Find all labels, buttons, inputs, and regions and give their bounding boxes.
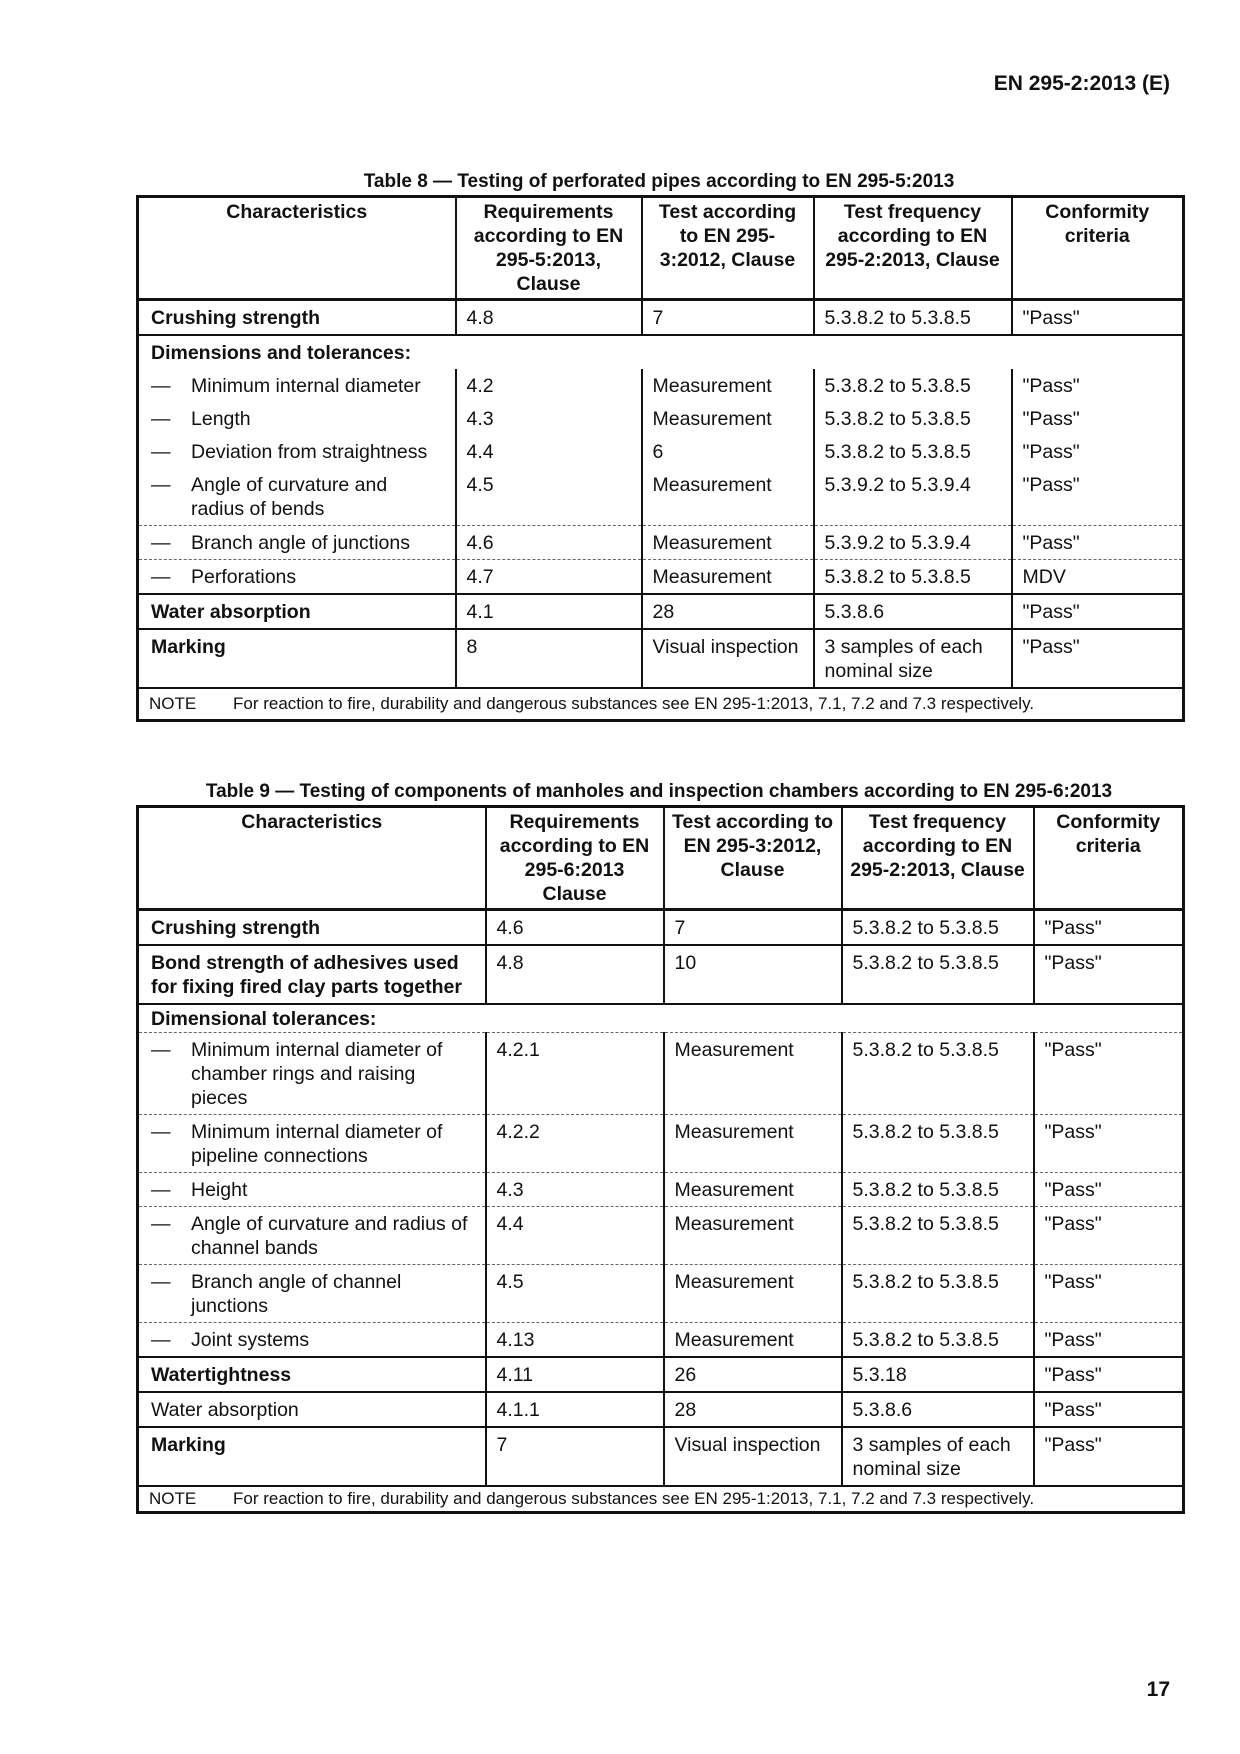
- table-row: [138, 1392, 1184, 1427]
- row-frequency: 5.3.8.2 to 5.3.8.5: [814, 300, 1012, 336]
- table-row: [138, 1357, 1184, 1392]
- row-criteria: "Pass": [1012, 594, 1184, 629]
- row-test: Measurement: [664, 1033, 842, 1115]
- row-frequency: 5.3.8.2 to 5.3.8.5: [842, 1265, 1034, 1323]
- row-requirement: 4.1: [456, 594, 642, 629]
- row-criteria: MDV: [1012, 560, 1184, 595]
- row-requirement: 4.7: [456, 560, 642, 595]
- row-criteria: "Pass": [1012, 402, 1184, 435]
- row-requirement: 4.11: [486, 1357, 664, 1392]
- table9-note-row: [138, 1486, 1184, 1513]
- row-frequency: 5.3.8.2 to 5.3.8.5: [842, 1173, 1034, 1207]
- row-criteria: "Pass": [1034, 1173, 1184, 1207]
- row-test: Measurement: [642, 526, 814, 560]
- table9: [136, 805, 1185, 1514]
- table-row: [138, 945, 1184, 1004]
- table-row: [138, 560, 1184, 595]
- dash-marker: —: [151, 1329, 171, 1351]
- row-test: Measurement: [642, 560, 814, 595]
- row-requirement: 7: [486, 1427, 664, 1486]
- row-criteria: "Pass": [1034, 1115, 1184, 1173]
- dash-marker: —: [151, 566, 171, 588]
- row-requirement: 4.3: [456, 402, 642, 435]
- row-characteristic: Branch angle of junctions: [191, 532, 410, 554]
- table9-header-frequency: Test frequency according to EN 295-2:2013, Clause: [842, 807, 1034, 910]
- dash-marker: —: [151, 1213, 171, 1235]
- table8-header-criteria: Conformity criteria: [1012, 197, 1184, 300]
- row-criteria: "Pass": [1012, 369, 1184, 402]
- row-characteristic: Marking: [138, 629, 456, 688]
- table9-header-requirements: Requirements according to EN 295-6:2013 Clause: [486, 807, 664, 910]
- row-frequency: 5.3.8.2 to 5.3.8.5: [842, 1033, 1034, 1115]
- row-requirement: 4.4: [456, 435, 642, 468]
- table9-header-criteria: Conformity criteria: [1034, 807, 1184, 910]
- row-test: 26: [664, 1357, 842, 1392]
- table-row: [138, 1207, 1184, 1265]
- row-requirement: 4.6: [456, 526, 642, 560]
- row-test: 7: [642, 300, 814, 336]
- table-row: [138, 1323, 1184, 1358]
- table-group-row: [138, 335, 1184, 369]
- dash-marker: —: [151, 441, 171, 463]
- row-characteristic: Angle of curvature and radius of channel bands: [191, 1213, 468, 1259]
- dash-marker: —: [151, 1179, 171, 1201]
- row-frequency: 5.3.8.6: [842, 1392, 1034, 1427]
- row-test: 10: [664, 945, 842, 1004]
- table-row: [138, 1173, 1184, 1207]
- row-characteristic: Watertightness: [138, 1357, 486, 1392]
- group-heading: Dimensions and tolerances:: [138, 335, 1184, 369]
- table9-header-row: [138, 807, 1184, 910]
- row-frequency: 5.3.8.2 to 5.3.8.5: [842, 910, 1034, 946]
- row-characteristic: Crushing strength: [138, 300, 456, 336]
- row-test: Measurement: [664, 1173, 842, 1207]
- table8-header-requirements: Requirements according to EN 295-5:2013, Clause: [456, 197, 642, 300]
- table8-header-characteristics: Characteristics: [138, 197, 456, 300]
- row-frequency: 5.3.8.2 to 5.3.8.5: [842, 945, 1034, 1004]
- row-test: Visual inspection: [664, 1427, 842, 1486]
- table8-header-frequency: Test frequency according to EN 295-2:2013, Clause: [814, 197, 1012, 300]
- row-test: Visual inspection: [642, 629, 814, 688]
- row-criteria: "Pass": [1034, 1392, 1184, 1427]
- row-characteristic: Marking: [138, 1427, 486, 1486]
- row-characteristic: Water absorption: [138, 1392, 486, 1427]
- row-requirement: 4.5: [486, 1265, 664, 1323]
- row-characteristic: Minimum internal diameter: [191, 375, 421, 397]
- row-requirement: 4.8: [486, 945, 664, 1004]
- table8: [136, 195, 1185, 722]
- table-row: [138, 369, 1184, 402]
- table9-header-characteristics: Characteristics: [138, 807, 486, 910]
- row-test: Measurement: [642, 402, 814, 435]
- row-frequency: 5.3.8.2 to 5.3.8.5: [814, 560, 1012, 595]
- row-frequency: 5.3.8.2 to 5.3.8.5: [842, 1207, 1034, 1265]
- row-characteristic: Joint systems: [191, 1329, 310, 1351]
- table-row: [138, 468, 1184, 526]
- row-frequency: 5.3.9.2 to 5.3.9.4: [814, 526, 1012, 560]
- row-characteristic: Length: [191, 408, 251, 430]
- row-characteristic: Crushing strength: [138, 910, 486, 946]
- table-row: [138, 594, 1184, 629]
- note-text: For reaction to fire, durability and dangerous substances see EN 295-1:2013, 7.1, 7.2 and 7.3 respectively.: [233, 694, 1035, 713]
- note-label: NOTE: [149, 694, 197, 713]
- group-heading: Dimensional tolerances:: [138, 1004, 1184, 1033]
- row-test: 28: [664, 1392, 842, 1427]
- row-criteria: "Pass": [1012, 526, 1184, 560]
- row-frequency: 3 samples of each nominal size: [842, 1427, 1034, 1486]
- row-criteria: "Pass": [1012, 629, 1184, 688]
- table-row: [138, 435, 1184, 468]
- row-requirement: 4.4: [486, 1207, 664, 1265]
- row-characteristic: Minimum internal diameter of pipeline connections: [191, 1121, 443, 1167]
- row-criteria: "Pass": [1012, 435, 1184, 468]
- dash-marker: —: [151, 408, 171, 430]
- dash-marker: —: [151, 375, 171, 397]
- row-requirement: 4.2: [456, 369, 642, 402]
- row-test: Measurement: [664, 1265, 842, 1323]
- row-characteristic: Perforations: [191, 566, 297, 588]
- row-test: Measurement: [664, 1207, 842, 1265]
- row-criteria: "Pass": [1034, 1357, 1184, 1392]
- row-characteristic: Bond strength of adhesives used for fixing fired clay parts together: [138, 945, 486, 1004]
- row-test: Measurement: [642, 369, 814, 402]
- table8-header-test: Test according to EN 295-3:2012, Clause: [642, 197, 814, 300]
- row-criteria: "Pass": [1034, 1427, 1184, 1486]
- table9-caption: Table 9 — Testing of components of manholes and inspection chambers according to EN 295-6:2013: [205, 781, 1113, 802]
- row-test: 7: [664, 910, 842, 946]
- note-label: NOTE: [149, 1489, 197, 1508]
- dash-marker: —: [151, 1039, 171, 1061]
- row-test: Measurement: [664, 1115, 842, 1173]
- row-frequency: 5.3.8.2 to 5.3.8.5: [842, 1323, 1034, 1358]
- row-requirement: 4.2.2: [486, 1115, 664, 1173]
- row-criteria: "Pass": [1034, 945, 1184, 1004]
- row-requirement: 8: [456, 629, 642, 688]
- row-criteria: "Pass": [1034, 1265, 1184, 1323]
- row-requirement: 4.13: [486, 1323, 664, 1358]
- table-row: [138, 1265, 1184, 1323]
- row-criteria: "Pass": [1012, 300, 1184, 336]
- row-criteria: "Pass": [1034, 1033, 1184, 1115]
- dash-marker: —: [151, 532, 171, 554]
- row-criteria: "Pass": [1012, 468, 1184, 526]
- row-characteristic: Branch angle of channel junctions: [191, 1271, 402, 1317]
- row-test: Measurement: [642, 468, 814, 526]
- row-requirement: 4.5: [456, 468, 642, 526]
- note-text: For reaction to fire, durability and dangerous substances see EN 295-1:2013, 7.1, 7.2 and 7.3 respectively.: [233, 1489, 1035, 1508]
- table8-header-row: [138, 197, 1184, 300]
- row-test: 28: [642, 594, 814, 629]
- row-frequency: 5.3.8.6: [814, 594, 1012, 629]
- row-frequency: 5.3.18: [842, 1357, 1034, 1392]
- table-row: [138, 910, 1184, 946]
- row-requirement: 4.8: [456, 300, 642, 336]
- table-row: [138, 1427, 1184, 1486]
- table9-header-test: Test according to EN 295-3:2012, Clause: [664, 807, 842, 910]
- table-row: [138, 526, 1184, 560]
- row-requirement: 4.6: [486, 910, 664, 946]
- table-row: [138, 629, 1184, 688]
- row-frequency: 5.3.8.2 to 5.3.8.5: [814, 435, 1012, 468]
- dash-marker: —: [151, 1271, 171, 1293]
- row-frequency: 5.3.9.2 to 5.3.9.4: [814, 468, 1012, 526]
- table8-note-row: [138, 688, 1184, 721]
- row-requirement: 4.1.1: [486, 1392, 664, 1427]
- row-characteristic: Deviation from straightness: [191, 441, 428, 463]
- row-characteristic: Angle of curvature and radius of bends: [191, 474, 388, 520]
- standard-id: EN 295-2:2013 (E): [993, 72, 1170, 95]
- row-test: Measurement: [664, 1323, 842, 1358]
- row-characteristic: Water absorption: [138, 594, 456, 629]
- page-number: 17: [1146, 1678, 1170, 1701]
- row-frequency: 5.3.8.2 to 5.3.8.5: [814, 402, 1012, 435]
- dash-marker: —: [151, 474, 171, 496]
- table8-caption: Table 8 — Testing of perforated pipes according to EN 295-5:2013: [363, 171, 955, 192]
- table-row: [138, 300, 1184, 336]
- row-criteria: "Pass": [1034, 910, 1184, 946]
- table-row: [138, 402, 1184, 435]
- table-row: [138, 1115, 1184, 1173]
- row-requirement: 4.3: [486, 1173, 664, 1207]
- row-characteristic: Minimum internal diameter of chamber rings and raising pieces: [191, 1039, 443, 1109]
- row-frequency: 5.3.8.2 to 5.3.8.5: [814, 369, 1012, 402]
- row-frequency: 3 samples of each nominal size: [814, 629, 1012, 688]
- row-characteristic: Height: [191, 1179, 248, 1201]
- dash-marker: —: [151, 1121, 171, 1143]
- row-criteria: "Pass": [1034, 1207, 1184, 1265]
- table-row: [138, 1033, 1184, 1115]
- table-group-row: [138, 1004, 1184, 1033]
- row-criteria: "Pass": [1034, 1323, 1184, 1358]
- row-requirement: 4.2.1: [486, 1033, 664, 1115]
- row-test: 6: [642, 435, 814, 468]
- row-frequency: 5.3.8.2 to 5.3.8.5: [842, 1115, 1034, 1173]
